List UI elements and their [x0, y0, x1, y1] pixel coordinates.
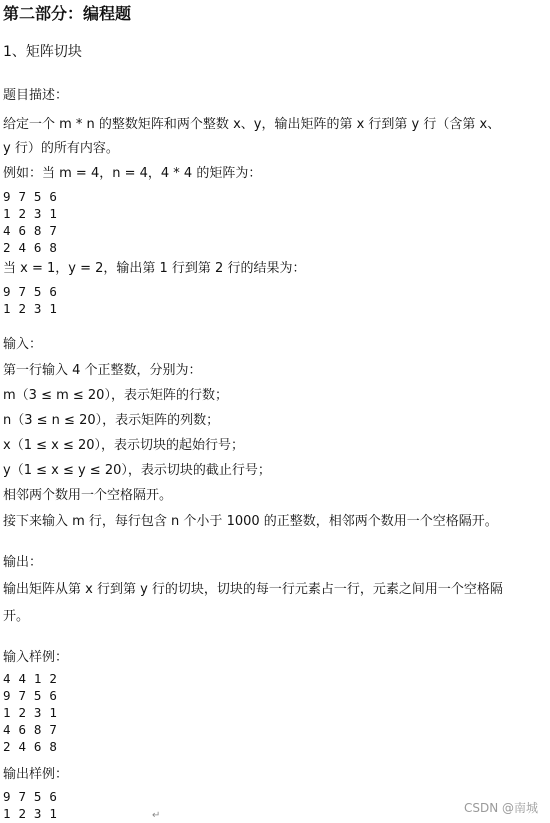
sample-input-row: 9 7 5 6	[3, 688, 58, 703]
output-line-2: 开。	[3, 609, 30, 624]
example-matrix-row: 4 6 8 7	[3, 223, 58, 238]
csdn-watermark: CSDN @南城	[463, 801, 538, 815]
input-n: n（3 ≤ n ≤ 20），表示矩阵的列数；	[3, 413, 220, 428]
sample-input-row: 2 4 6 8	[3, 739, 58, 754]
sample-input-label: 输入样例：	[3, 650, 69, 665]
paragraph-return-mark: ↵	[152, 810, 161, 821]
input-rest: 接下来输入 m 行，每行包含 n 个小于 1000 的正整数，相邻两个数用一个空格隔开。	[3, 514, 498, 529]
example-matrix-row: 2 4 6 8	[3, 240, 58, 255]
description-line-2: y 行）的所有内容。	[3, 141, 119, 156]
output-label: 输出：	[3, 555, 43, 570]
example-condition: 当 x = 1，y = 2，输出第 1 行到第 2 行的结果为：	[3, 261, 306, 276]
section-title: 第二部分：编程题	[3, 4, 132, 23]
sample-output-label: 输出样例：	[3, 767, 69, 782]
sample-output-row: 1 2 3 1	[3, 806, 58, 821]
problem-title: 1、矩阵切块	[3, 44, 82, 60]
input-x: x（1 ≤ x ≤ 20），表示切块的起始行号；	[3, 438, 245, 453]
example-matrix-row: 9 7 5 6	[3, 189, 58, 204]
output-line-1: 输出矩阵从第 x 行到第 y 行的切块，切块的每一行元素占一行，元素之间用一个空格隔	[3, 582, 503, 597]
sample-input-row: 4 4 1 2	[3, 671, 58, 686]
sample-output-row: 9 7 5 6	[3, 789, 58, 804]
description-label: 题目描述：	[3, 88, 69, 103]
input-y: y（1 ≤ x ≤ y ≤ 20），表示切块的截止行号；	[3, 463, 271, 478]
input-separator-note: 相邻两个数用一个空格隔开。	[3, 488, 173, 503]
description-line-1: 给定一个 m * n 的整数矩阵和两个整数 x、y，输出矩阵的第 x 行到第 y 行（含第 x、	[3, 117, 501, 132]
input-line-1: 第一行输入 4 个正整数，分别为：	[3, 363, 202, 378]
input-m: m（3 ≤ m ≤ 20），表示矩阵的行数；	[3, 388, 228, 403]
example-matrix-row: 1 2 3 1	[3, 206, 58, 221]
sample-input-row: 4 6 8 7	[3, 722, 58, 737]
example-intro: 例如：当 m = 4，n = 4，4 * 4 的矩阵为：	[3, 166, 262, 181]
sample-input-row: 1 2 3 1	[3, 705, 58, 720]
input-label: 输入：	[3, 337, 43, 352]
example-result-row: 1 2 3 1	[3, 301, 58, 316]
example-result-row: 9 7 5 6	[3, 284, 58, 299]
